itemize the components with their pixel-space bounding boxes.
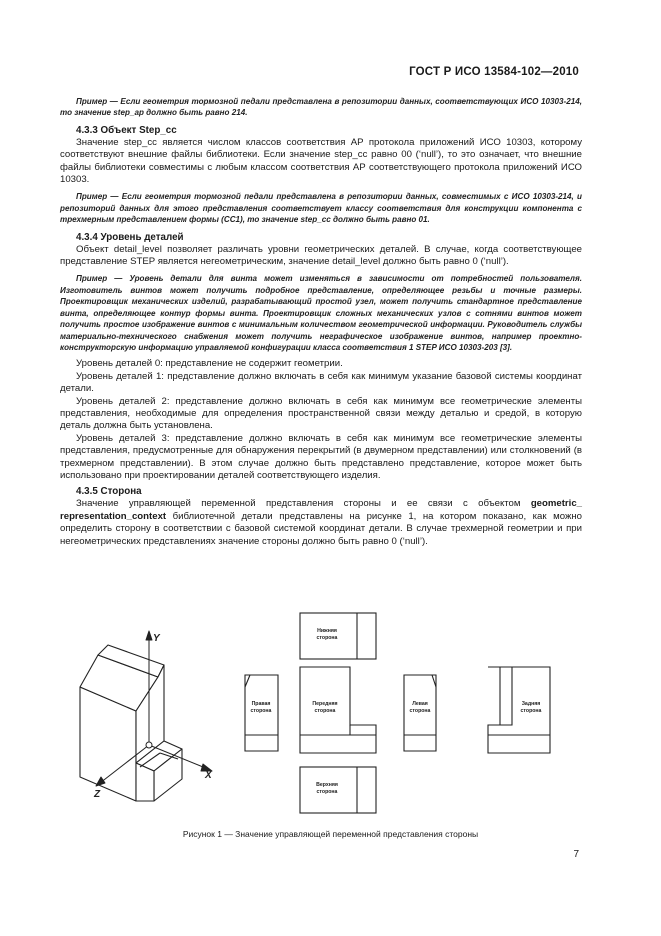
- front-side-label-2: сторона: [314, 708, 336, 714]
- figure-caption: Рисунок 1 — Значение управляющей переменной представления стороны: [182, 829, 479, 839]
- detail-level-0: Уровень деталей 0: представление не содержит геометрии.: [76, 358, 343, 370]
- bottom-side-label-2: сторона: [316, 635, 338, 641]
- bottom-side-label-1: Нижняя: [317, 628, 337, 634]
- section-4-3-4-title: 4.3.4 Уровень деталей: [76, 231, 184, 243]
- detail-level-3: Уровень деталей 3: представление должно включать в себя как минимум все геометрические элементы представления, предусмотренные для обнаружения перекрытий (в двумерном представлении) или столкновений (в трехмерном представлении). В этом случае должно быть представлено представление, которое может быть использовано при проектировании деталей соответствующего изделия.: [60, 432, 582, 481]
- view-front-side: [300, 667, 376, 753]
- axis-z-label: Z: [94, 789, 101, 800]
- detail-level-2: Уровень деталей 2: представление должно включать в себя как минимум все геометрические элементы представления, необходимые для определения пространственной связи между деталью и средой, в которую деталь должна быть установлена.: [60, 395, 582, 432]
- figure-1: [60, 607, 582, 827]
- example-detail-level: Пример — Уровень детали для винта может изменяться в зависимости от потребностей пользователя. Изготовитель винтов может получить подробное представление, определяющее резьбы и точные размеры. Проектировщик механических изделий, разрабатывающий простой узел, может получить стандартное представление винта, определяющее контур формы винта. Проектировщик сложных механических узлов с сотнями винтов может получить простое изображение винтов с минимальным количеством геометрической информации. Руководитель службы материально-технического снабжения может получить неграфическое изображение винтов, например проектно-конструкторскую информацию управляемой конфигурации класса соответствия 1 STEP ИСО 10303-203 [3].: [60, 274, 582, 352]
- detail-level-1: Уровень деталей 1: представление должно включать в себя как минимум указание базовой системы координат детали.: [60, 370, 582, 395]
- section-4-3-5-title: 4.3.5 Сторона: [76, 486, 142, 498]
- back-side-label-2: сторона: [520, 708, 542, 714]
- view-top-side: [300, 767, 376, 813]
- front-side-label-1: Передняя: [312, 701, 338, 707]
- axis-x-label: X: [205, 770, 212, 781]
- right-side-label-1: Правая: [251, 701, 271, 707]
- figure-1-drawing: [60, 607, 582, 827]
- left-side-label-2: сторона: [409, 708, 431, 714]
- isometric-part-drawing: [80, 645, 182, 801]
- section-4-3-5-paragraph: Значение управляющей переменной представления стороны и ее связи с объектом geometric_ representation_context библиотечной детали представлены на рисунке 1, на котором показано, как можно определить сторону в соответствии с базовой системой координат детали. В случае трехмерной геометрии и при негеометрических представлениях значение стороны должно быть равно 0 (‘null’).: [60, 498, 582, 547]
- page-number: 7: [573, 849, 579, 860]
- axis-y-label: Y: [153, 633, 160, 644]
- example-step-ap: Пример — Если геометрия тормозной педали представлена в репозитории данных, соответствующих ИСО 10303-214, то значение step_ap должно быть равно 214.: [60, 97, 582, 118]
- view-bottom-side: [300, 613, 376, 659]
- document-header: ГОСТ Р ИСО 13584-102—2010: [409, 66, 579, 78]
- right-side-label-2: сторона: [250, 708, 272, 714]
- back-side-label-1: Задняя: [521, 701, 541, 707]
- document-body: [60, 96, 582, 548]
- section-4-3-3-paragraph: Значение step_cc является числом классов соответствия АР протокола приложений ИСО 10303, которому соответствуют внешние файлы библиотеки. Если значение step_cc равно 00 (‘null’), то это означает, что внешние файлы библиотеки совместимы с любым классом соответствия АР соответствующего протокола приложений ИСО 10303.: [60, 136, 582, 186]
- section-4-3-4-paragraph: Объект detail_level позволяет различать уровни геометрических деталей. В случае, когда соответствующее представление STEP является негеометрическим, значение detail_level должно быть равно 0 (‘null’).: [60, 243, 582, 268]
- left-side-label-1: Левая: [412, 701, 428, 707]
- example-step-cc: Пример — Если геометрия тормозной педали представлена в репозитории данных, совместимых с ИСО 10303-214, и репозиторий данных для этого представления соответствует классу соответствия для конструкции компонента с трехмерным представлением формы (СС1), то значение step_cc должно быть равно 01.: [60, 192, 582, 225]
- geometric-representation-context-term: geometric_ representation_context: [60, 498, 582, 522]
- section-4-3-3-title: 4.3.3 Объект Step_cc: [76, 124, 177, 136]
- top-side-label-2: сторона: [316, 789, 338, 795]
- top-side-label-1: Верхняя: [316, 782, 338, 788]
